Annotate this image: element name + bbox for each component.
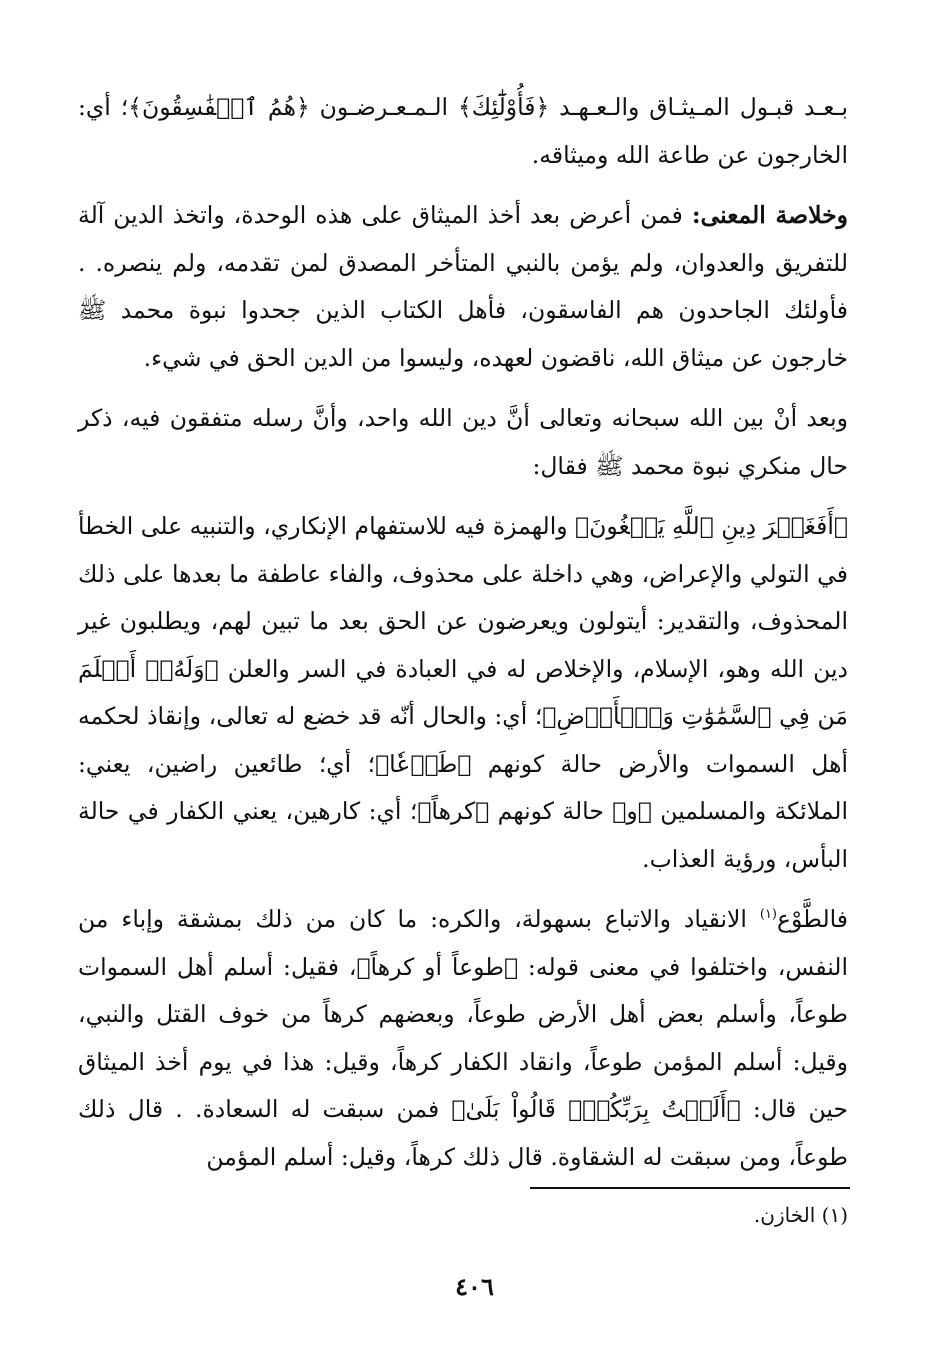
paragraph-5 — [78, 896, 848, 1181]
paragraph-4 — [78, 503, 848, 883]
paragraph-text: ﴿أَفَغَيۡرَ دِينِ ٱللَّهِ يَبۡغُونَ﴾ والهمزة فيه للاستفهام الإنكاري، والتنبيه على الخطأ في التولي والإعراض، وهي داخلة على محذوف، والفاء عاطفة ما بعدها على ذلك المحذوف، والتقدير: أيتولون ويعرضون عن الحق بعد ما تبين لهم، ويطلبون غير دين الله وهو، الإسلام، والإخلاص له في العبادة في السر والعلن ﴿وَلَهُۥٓ أَسۡلَمَ مَن فِي ٱلسَّمَٰوَٰتِ وَٱلۡأَرۡضِ﴾؛ أي: والحال أنّه قد خضع له تعالى، وإنقاذ لحكمه أهل السموات والأرض حالة كونهم ﴿طَوۡعٗا﴾؛ أي؛ طائعين راضين، يعني: الملائكة والمسلمين ﴿و﴾ حالة كونهم ﴿كرهاً﴾؛ أي: كارهين، يعني الكفار في حالة البأس، ورؤية العذاب. — [78, 512, 848, 873]
main-text — [78, 84, 848, 1194]
footnote-marker: (١) — [759, 907, 777, 923]
paragraph-1 — [78, 84, 848, 179]
paragraph-text: بـعـد قبـول المـيثـاق والـعـهـد ﴿فَأُوْلَٰٓئِكَ﴾ الـمـعـرضـون ﴿هُمُ ٱلۡفَٰسِقُونَ﴾؛ أي: الخارجون عن طاعة الله وميثاقه. — [78, 93, 848, 169]
paragraph-lead-word: فالطَّوْع — [777, 905, 848, 933]
footnote — [78, 1200, 848, 1230]
paragraph-text: وبعد أنْ بين الله سبحانه وتعالى أنَّ دين الله واحد، وأنَّ رسله متفقون فيه، ذكر حال منكري نبوة محمد ﷺ فقال: — [78, 404, 848, 480]
footnote-separator — [530, 1187, 850, 1189]
paragraph-3 — [78, 395, 848, 490]
paragraph-text: الانقياد والاتباع بسهولة، والكره: ما كان من ذلك بمشقة وإباء من النفس، واختلفوا في معنى قوله: ﴿طوعاً أو كرهاً﴾، فقيل: أسلم أهل السموات طوعاً، وأسلم بعض أهل الأرض طوعاً، وبعضهم كرهاً من خوف القتل والنبي، وقيل: أسلم المؤمن طوعاً، وانقاد الكفار كرهاً، وقيل: هذا في يوم أخذ الميثاق حين قال: ﴿أَلَسۡتُ بِرَبِّكُمۡۖ قَالُواْ بَلَىٰ﴾ فمن سبقت له السعادة. . قال ذلك طوعاً، ومن سبقت له الشقاوة. قال ذلك كرهاً، وقيل: أسلم المؤمن — [78, 905, 848, 1171]
section-heading-summary: وخلاصة المعنى: — [691, 201, 848, 229]
page-number: ٤٠٦ — [455, 1272, 494, 1301]
footnote-text: (١) الخازن. — [753, 1203, 848, 1227]
paragraph-2 — [78, 192, 848, 382]
paragraph-text: فمن أعرض بعد أخذ الميثاق على هذه الوحدة، واتخذ الدين آلة للتفريق والعدوان، ولم يؤمن بالنبي المتأخر المصدق لمن تقدمه، ولم ينصره. . فأولئك الجاحدون هم الفاسقون، فأهل الكتاب الذين جحدوا نبوة محمد ﷺ خارجون عن ميثاق الله، ناقضون لعهده، وليسوا من الدين الحق في شيء. — [78, 201, 848, 372]
